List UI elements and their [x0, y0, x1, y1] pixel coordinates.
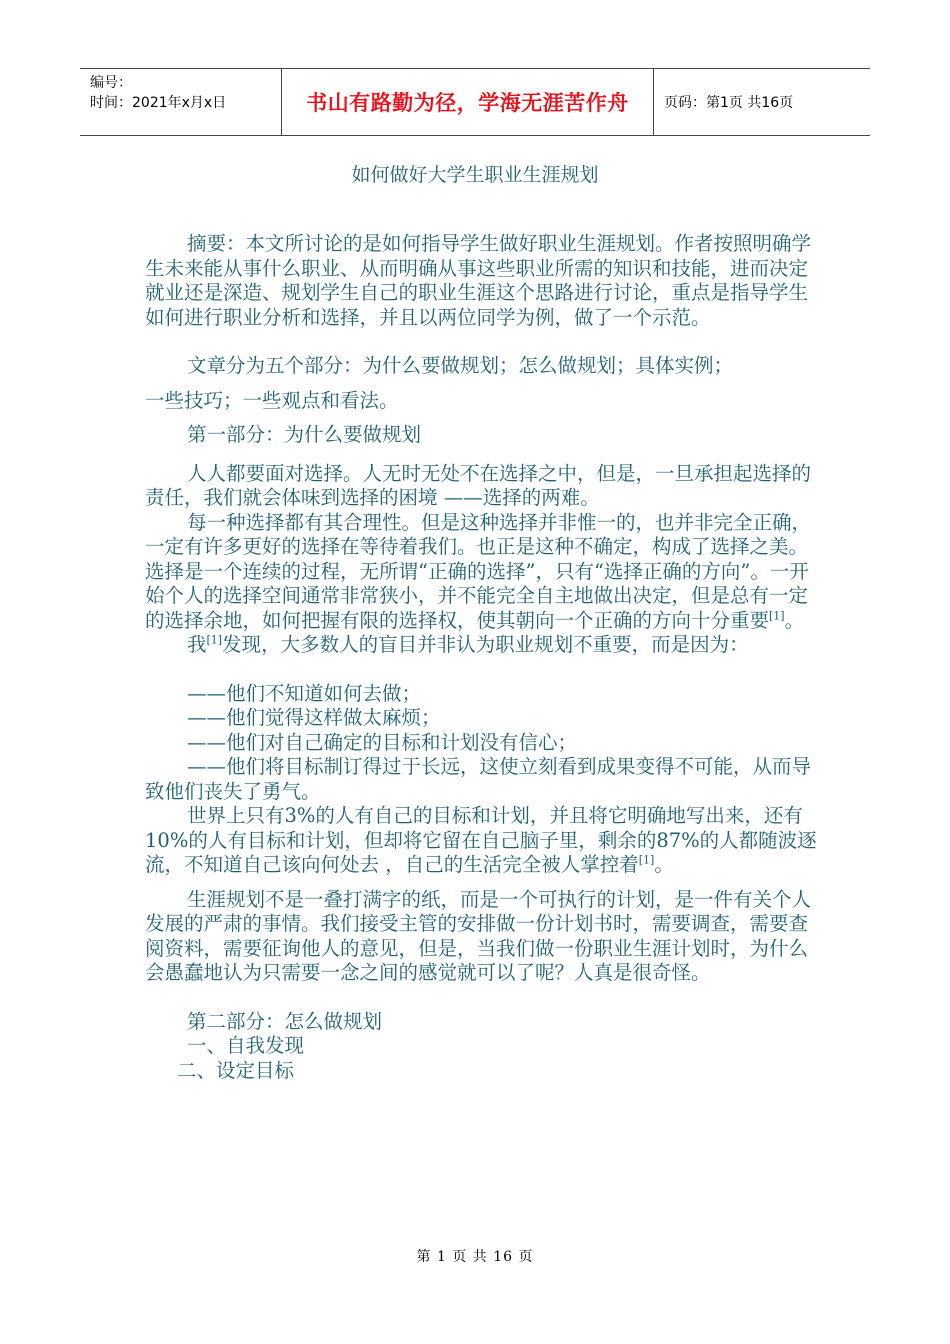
document-header [80, 68, 870, 136]
number-label: 编号： [90, 75, 132, 91]
citation-ref: [1] [638, 853, 655, 867]
paragraph-1: 人人都要面对选择。人无时无处不在选择之中，但是，一旦承担起选择的责任，我们就会体味到选择的困境 ——选择的两难。 [145, 461, 812, 509]
document-title: 如何做好大学生职业生涯规划 [351, 164, 599, 186]
list-item: ——他们将目标制订得过于长远，这使立刻看到成果变得不可能，从而导致他们丧失了勇气。 [145, 755, 812, 803]
header-motto: 书山有路勤为径，学海无涯苦作舟 [282, 69, 654, 135]
paragraph-4-start: 我 [187, 633, 207, 656]
time-label: 时间：2021年x月x日 [90, 95, 227, 111]
citation-ref: [1] [769, 609, 785, 622]
abstract-paragraph: 摘要：本文所讨论的是如何指导学生做好职业生涯规划。作者按照明确学生未来能从事什么职业、从而明确从事这些职业所需的知识和技能，进而决定就业还是深造、规划学生自己的职业生涯这个思路进行讨论，重点是指导学生如何进行职业分析和选择，并且以两位同学为例，做了一个示范。 [145, 232, 812, 329]
paragraph-5-text: 世界上只有3%的人有自己的目标和计划，并且将它明确地写出来，还有10%的人有目标和计划，但却将它留在自己脑子里，剩余的87%的人都随波逐流，不知道自己该向何处去 ，自己的生活完全被人掌控着 [145, 804, 817, 876]
paragraph-5-end: 。 [654, 853, 674, 876]
part1-heading: 第一部分：为什么要做规划 [187, 423, 422, 446]
part2-heading: 第二部分：怎么做规划 [187, 1009, 383, 1033]
citation-ref: [1] [206, 633, 223, 647]
outline-item: 一、自我发现 [187, 1034, 305, 1057]
paragraph-4 [145, 633, 825, 658]
document-body [145, 232, 825, 1083]
header-meta-cell [80, 69, 282, 135]
list-item: ——他们不知道如何去做； [187, 681, 422, 705]
paragraph-3 [145, 560, 825, 634]
page-footer: 第 1 页 共 16 页 [416, 1249, 534, 1265]
structure-line-1: 文章分为五个部分：为什么要做规划；怎么做规划；具体实例； [187, 354, 734, 377]
paragraph-2: 每一种选择都有其合理性。但是这种选择并非惟一的，也并非完全正确，一定有许多更好的选择在等待着我们。也正是这种不确定，构成了选择之美。 [145, 510, 812, 558]
list-item: ——他们觉得这样做太麻烦； [187, 706, 441, 729]
header-page-info: 页码：第1页 共16页 [664, 95, 794, 111]
outline-item: 二、设定目标 [177, 1058, 295, 1082]
paragraph-3-end: 。 [784, 608, 805, 632]
paragraph-6: 生涯规划不是一叠打满字的纸，而是一个可执行的计划，是一件有关个人发展的严肃的事情。我们接受主管的安排做一份计划书时，需要调查，需要查阅资料，需要征询他人的意见，但是，当我们做一份职业生涯计划时，为什么会愚蠢地认为只需要一念之间的感觉就可以了呢？人真是很奇怪。 [145, 887, 812, 984]
paragraph-5 [145, 804, 825, 878]
structure-line-2: 一些技巧；一些观点和看法。 [145, 388, 399, 412]
paragraph-3-text: 选择是一个连续的过程，无所谓“正确的选择”，只有“选择正确的方向”。一开始个人的选择空间通常非常狭小，并不能完全自主地做出决定，但是总有一定的选择余地，如何把握有限的选择权，使其朝向一个正确的方向十分重要 [145, 559, 809, 632]
paragraph-4-rest: 发现，大多数人的盲目并非认为职业规划不重要，而是因为： [222, 633, 749, 656]
list-item: ——他们对自己确定的目标和计划没有信心； [187, 730, 578, 754]
